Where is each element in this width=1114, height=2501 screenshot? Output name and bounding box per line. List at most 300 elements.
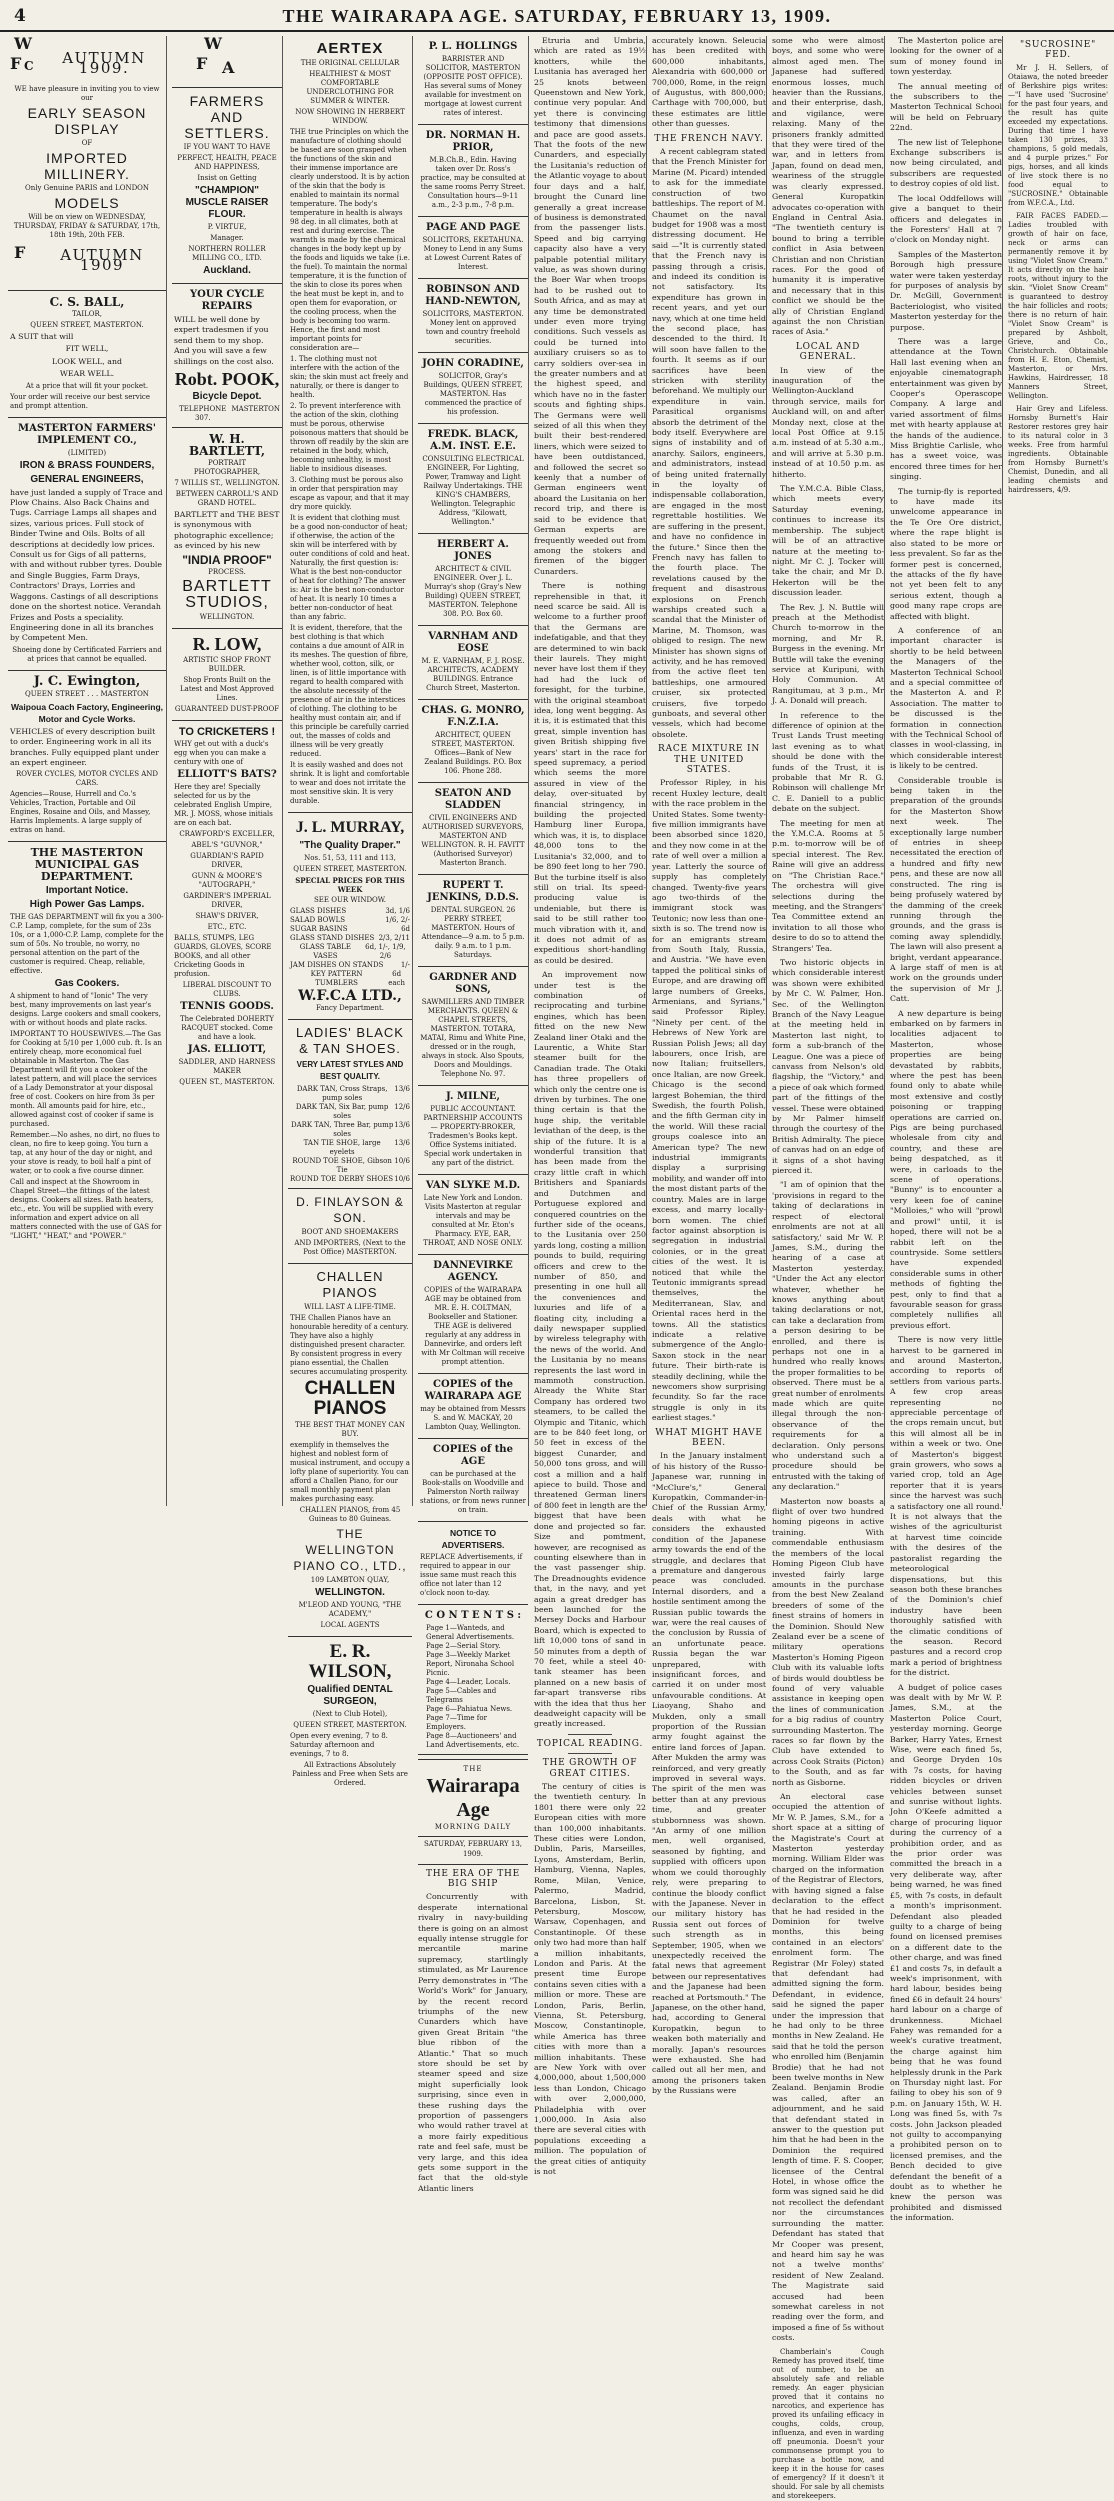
notice-to-advertisers [418,1522,528,1605]
might-have-been-article [652,1428,766,2097]
card-name: DR. NORMAN H. PRIOR, [425,130,521,153]
shoe-price-row-price: 12/6 [394,1103,410,1111]
local-paragraph: The annual meeting of the subscribers to the Masterton Technical School will be held on February 22nd. [890,81,1002,133]
cricket-maker: ABEL'S "GUVNOR," [191,840,263,849]
shoe-price-row-price: 10/6 [394,1157,410,1165]
ball-name: C. S. BALL, [49,295,125,309]
special-price-row [290,961,410,970]
ewington-rover: ROVER CYCLES, MOTOR CYCLES AND CARS. [15,770,159,788]
bartlett-wellington: WELLINGTON. [199,612,255,621]
ad-gas-department [8,842,166,1247]
might-title: WHAT MIGHT HAVE BEEN. [655,1427,763,1449]
wilson-painless: All Extractions Absolutely Painless and Free when Sets are Ordered. [292,1761,408,1787]
growth-body-continued: accurately known. Seleucia has been credited with 600,000 inhabitants, Alexandria with 600,000 or 700,000, Rome, in the reign of Augustus, with 800,000; Carthage with 700,000, but these estimates are little other than guesses. [652,36,766,129]
race-body: Professor Ripley, in his recent Huxley lecture, dealt with the race problem in the United States. Some twenty-five million immigrants have been absorbed since 1820, and they now come in at the rate of well over a million a year. Latterly the source of supply has completely changed. Twenty-five years ago two-thirds of the immigrant stock was Teutonic; now less than one-sixth is so. The trend now is for an emigrants stream from South Italy, Russia, and Austria. "We have even tapped the political sinks of Europe, and are drawing off large numbers of Greeks, Armenians, and Syrians," said Professor Ripley. "Ninety per cent. of the Hebrews of New York are Russian Polish Jews; all day labourers, once Irish, are now Italian; fruitsellers, once Italian, are now Greek. Chicago is the second largest Bohemian, the third Swedish, the fourth Polish, and the fifth German city in the world. Will these racial groups coalesce into an American type? The new industrial immigrants display a surprising mobility, and wander off into the most distant parts of the country. Males are in large excess, and marry locally-born women. The chief factor against absorption is segregation in industrial colonies, or in the great cities of the west. It is noticed that while the Teutonic immigrants spread themselves, the Mediterranean, Slav, and Oriental races herd in the towns. All the statistics indicate a relative submergence of the Anglo-Saxon stock in the near future. Their birth-rate is steadily declining, while the newcomers show surprising fecundity. So far the race struggle is only in its earliest stages." [652,778,766,1423]
paper-date: SATURDAY, FEBRUARY 13, 1909. [418,1836,528,1860]
shoe-price-row [290,1157,410,1175]
aertex-title: AERTEX [316,40,384,57]
aertex-sub: THE ORIGINAL CELLULAR [300,59,400,67]
tennis-title: TENNIS GOODS. [180,1000,274,1012]
bartlett-process: PROCESS. [208,567,246,576]
contents-box [418,1605,528,1755]
cricket-body-2: Here they are! Specially selected for us by the celebrated English Umpire, MR. J. MOSS, whose initials are on each bat. [174,782,273,827]
card-name: HERBERT A. JONES [437,539,509,562]
ad-aertex [288,36,412,813]
bartlett-between: BETWEEN CARROLL'S AND GRAND HOTEL. [175,490,279,508]
cricket-bats: ELLIOTT'S BATS? [177,768,277,780]
card-body: SOLICITORS, EKETAHUNA. Money to Lend in any Sums at Lowest Current Rates of Interest. [422,236,524,271]
might-body-continued: some who were almost boys, and some who were almost aged men. The Japanese had suffered enormous losses, much heavier than the Russians, and their enterprise, dash, and vigilance, were relaxing. Many of the prisoners frankly admitted that they were tired of the war, and in letters from Japan, found on dead men, weariness of the struggle was clearly expressed. General Kuropatkin advocates co-operation with England in Central Asia. "The twentieth century is bound to bring a terrible conflict in Asia between Christian and non Christian races. For the good of humanity it is imperative and necessary that in this conflict we should be the ally of Christian England against the non Christian races of Asia." [772,36,884,337]
wilson-next: (Next to Club Hotel), [312,1710,388,1718]
special-price-row-price: 3d, 1/6 [385,907,410,915]
cricket-maker: GUARDIAN'S RAPID DRIVER, [190,851,264,869]
contents-item: Page 1—Wanteds, and General Advertisements. [426,1624,515,1641]
pook-name: Robt. POOK, [174,369,280,390]
professional-card [418,424,528,534]
elliott-name: JAS. ELLIOTT, [187,1043,267,1055]
gas-body-4: Remember.—No ashes, no dirt, no flues to clean, no fire to keep going. You turn a tap, at any hour of the day or night, and your stove is ready, to boil half a pint of water, or to cook a five course dinner. [10,1131,160,1176]
ad-wilson-dental [288,1637,412,1794]
early-season-heading: EARLY SEASON DISPLAY [27,105,147,137]
shoe-price-row [290,1103,410,1121]
local-paragraph: An electoral case occupied the attention of Mr W. P. James, S.M., for a short space at a sitting of the Magistrate's Court at Masterton yesterday morning. William Elder was charged on the information of the Registrar of Electors, with having signed a false declaration to the effect that he had resided in the Dominion for twelve months, this being contained in an electors' enrolment form. The Registrar (Mr Foley) stated that defendant had admitted signing the form. Defendant, in evidence, said he signed the paper under the impression that he had only to be three months in New Zealand. He said that he told the person who enrolled him (Benjamin Brodie) that he had not been twelve months in New Zealand. Benjamin Brodie was called, after an adjournment, and he said that defendant stated in answer to the question put him that he had been in the Dominion the required length of time. F. S. Cooper, licensee of the Central Hotel, in whose office the form was signed said he did not recollect the defendant nor the circumstances surrounding the matter. Defendant has stated that Mr Cooper was present, and heard him say he was not a twelve months' resident of New Zealand. The Magistrate said accused had been somewhat careless in not reading over the form, and imposed a fine of 5s without costs. [772,1792,884,2343]
special-price-row-item: SUGAR BASINS [290,925,348,933]
contents-list [426,1624,526,1750]
logo-letter-w: W [14,34,32,53]
sucrosine-article [1008,40,1108,495]
bartlett-best: BARTLETT and THE BEST is synonymous with photographic excellence; as evinced by his new [174,510,280,551]
settlers-virtue: P. VIRTUE, [207,223,247,231]
logo-letter-c: C [24,59,34,73]
page-number: 4 [14,6,26,26]
professional-card [418,1439,528,1522]
card-body: DENTAL SURGEON. 26 PERRY STREET, MASTERTON. Hours of Attendance—9 a.m. to 5 p.m. daily. 9 a.m. to 1 p.m. Saturdays. [421,906,525,959]
ladies-tag: VERY LATEST STYLES AND BEST QUALITY. [296,1060,404,1081]
aertex-point-2: 2. To prevent interference with the action of the skin, clothing must be porous, otherwise poisonous matters that should be thrown off readily by the skin are retained in the body, which, becoming unhealthy, is most liable to insidious diseases. [290,402,409,473]
pook-town: MASTERTON [231,405,280,414]
growth-title: THE GROWTH OF GREAT CITIES. [542,1758,638,1779]
french-navy-article [652,134,766,741]
navy-title: THE FRENCH NAVY. [654,133,764,144]
ball-trade: TAILOR, [72,310,102,318]
local-paragraph: A new departure is being embarked on by farmers in localities adjacent to Masterton, whose properties are being devastated by rabbits, where the pest has been found only to abate while most extensive and costly poisoning or trapping operations are carried on. Pigs are being purchased wholesale from city and country, and these are being despatched, as it were, in carloads to the scene of operations. "Bunny" is to encounter a very keen foe of canine "Molloies," who will "prowl and prowl" until, it is hoped, there will not be a rabbit left on the countryside. Some settlers have expended considerable sums in other methods of fighting the pest, only to find that a favourable season for grass completely nullifies all previous effort. [890,1008,1002,1330]
card-body: SAWMILLERS AND TIMBER MERCHANTS. QUEEN & CHAPEL STREETS, MASTERTON. TOTARA, MATAI, Rimu and White Pine, dressed or in the rough, always in stock. Also Spouts, Doors and Mouldings. Telephone No. 97. [420,998,526,1078]
contents-item: Page 6—Pahiatua News. [426,1705,513,1713]
might-body: In the January instalment of his history of the Russo-Japanese war, running in "McClure's," General Kuropatkin, Commander-in-Chief of the Russian Army, deals with what he considers the exhausted condition of the Japanese army towards the end of the struggle, and declares that a premature and dangerous peace was concluded. Internal disorders, and a hostile sentiment among the Russian public towards the war, were the real causes of the conclusion by Russia of an unfortunate peace. Russia began the war unprepared, with insignificant forces, and carried it on under most unfavourable conditions. At Liaoyang, Shaho and Mukden, only a small proportion of the Russian army fought against the entire land forces of Japan. After Mukden the army was reinforced, and very greatly improved in several ways. The spirit of the men was better than at any previous time, and greater stubbornness was shown. "An army of one million men, well organised, seasoned by fighting, and supplied with officers upon whom we could thoroughly rely, were preparing to continue the bloody conflict with the Japanese. Never in our military history has Russia sent out forces of such strength as in September, 1905, when we unexpectedly received the fatal news that agreement between our representatives and the Japanese had been reached at Portsmouth." The Japanese, on the other hand, had, according to General Kuropatkin, begun to weaken both materially and morally. Japan's resources were exhausted. She had called out all her men, and among the prisoners taken by the Russians were [652,1451,766,2096]
ad-cricketers [172,721,282,1093]
professional-card [418,279,528,353]
wpc-city: WELLINGTON. [315,1587,385,1598]
special-price-row [290,916,410,925]
farmers-engineers: GENERAL ENGINEERS, [30,473,144,485]
fair-faces-body: FAIR FACES FADED.—Ladies troubled with growth of hair on face, neck or arms can permanently remove it by using "Violet Snow Cream." It acts directly on the hair roots, without injury to the skin. "Violet Snow Cream" is guaranteed to destroy the hair follicles and roots; there is no return of hair. "Violet Snow Cream" is prepared by Ashbolt, Grieve, and Co., Christchurch. Obtainable from H. E. Eton, Chemist, Masterton, or Mrs. Hawkins, Hairdresser, 18 Manners Street, Wellington. [1008,211,1108,400]
ladies-title: LADIES' BLACK & TAN SHOES. [296,1025,404,1056]
card-name: FREDK. BLACK, A.M. INST. E.E. [427,429,519,452]
farmers-body: have just landed a supply of Trace and Plow Chains. Also Back Chains and Tugs. Carriage Lamps all shapes and sizes, various prices. Full stock of Binder Twine and Oils. Bolts of all descriptions at decidedly low prices. Consult us for Gigs of all patterns, with and without rubber tyres. Double and Single Buggies, Farm Drays, Contractors' Drays, Lorries and Waggons. Castings of all descriptions done on the shortest notice. Verandah Frizes and Posts a speciality. Engineering done in all its branches by Competent Men. [10,487,163,643]
low-guarantee: GUARANTEED DUST-PROOF [174,704,280,713]
ad-farmers-settlers [172,88,282,284]
local-paragraph: In view of the inauguration of the Wellington-Auckland through service, mails for Auckland will, on and after Monday next, close at the local Post Office at 9.15 a.m. instead of at 5.30 a.m., and will arrive at 5.30 p.m. instead of at 10.50 p.m. as hitherto. [772,365,884,479]
pook-telephone: TELEPHONE 307. [179,405,227,423]
contents-item: Page 5—Cables and Telegrams [426,1687,497,1704]
shoe-price-row-price: 13/6 [394,1139,410,1147]
of-label: OF [81,139,93,147]
special-price-row-price: 6d, 1/-, 1/9, 2/6 [365,943,406,960]
ad-murray [288,813,412,1020]
elliott-address: QUEEN ST., MASTERTON. [179,1077,275,1086]
sucrosine-body: Mr J. H. Sellers, of Otaiawa, the noted breeder of Berkshire pigs writes:—"I have used 'Sucrosine' for the past four years, and the result has quite exceeded my expectations. During that time I have taken 130 prizes, 33 champions, 5 gold medals, and 4 purple prizes." For pigs, horses, and all kinds of live stock there is no food equal to "SUCROSINE." Obtainable from W.F.C.A., Ltd. [1008,63,1108,207]
card-body: COPIES of the WAIRARAPA AGE may be obtained from MR. E. H. COLTMAN, Bookseller and Stationer. THE AGE is delivered regularly at any address in Dannevirke, and orders left with Mr Coltman will receive prompt attention. [421,1286,525,1366]
sucrosine-title: "SUCROSINE" FED. [1019,40,1097,61]
shoe-price-row [290,1139,410,1157]
murray-tag: "The Quality Draper." [299,840,401,851]
wpc-agents: M'LEOD AND YOUNG, "THE ACADEMY," [298,1601,402,1618]
farmers-title: MASTERTON FARMERS' IMPLEMENT CO., [18,422,156,446]
local-paragraph: There was a large attendance at the Town Hall last evening when an enjoyable cinematograph entertainment was given by Cooper's Operascope Company. A large and varied assortment of films met with hearty applause at the hands of the audience. Miss Brightie Carlisle, who has a sweet voice, was encored three times for her singing. [890,336,1002,482]
specials-heading: SPECIAL PRICES FOR THIS WEEK [295,876,405,894]
farmers-shoeing: Shoeing done by Certificated Farriers and at prices that cannot be equalled. [12,645,162,663]
local-paragraph: The meeting for men at the Y.M.C.A. Rooms at 5 p.m. to-morrow will be of special interest. The Rev. Raine will give an address on "The Christian Race." The orchestra will give selections during the meeting, and the Strangers' Tea Committee extend an invitation to all those who desire to do so to attend the Strangers' Tea. [772,818,884,953]
ladies-price-list [290,1085,410,1184]
ball-line: WEAR WELL. [59,369,115,379]
autumn-title: AUTUMN 1909. [62,49,146,78]
card-body: M.B.Ch.B., Edin. Having taken over Dr. Ross's practice, may be consulted at the same rooms Perry Street. Consultation hours—9-11 a.m., 2-3 p.m., 7-8 p.m. [420,156,526,209]
logo-letter-f: F [14,243,26,262]
growth-continued [652,36,766,130]
column-8 [890,36,1003,2223]
contents-item: Page 2—Serial Story. [426,1642,501,1650]
local-paragraph: Samples of the Masterton Borough high pressure water were taken yesterday for purposes of analysis by Dr. McGill, Government Bacteriologist, who visited Masterton yesterday for the purpose. [890,249,1002,332]
special-price-row-item: SALAD BOWLS [290,916,346,924]
bartlett-address: 7 WILLIS ST., WELLINGTON. [174,479,280,488]
page-masthead [0,0,1114,32]
leader-paragraph: An improvement now under test is the combination of reciprocating and turbine engines, which has been fitted on the new New Zealand liner Otaki and the Laurentic, a White Star steamer built for the Canadian trade. The Otaki has three propellers of which only the centre one is driven by turbines. The one thing certain is that the huge ship, the veritable leviathan of the deep, is the ship of the future. It is a wonderful transition that has been made from the crazy little craft in which Britishers and Spaniards and Dutchmen and Portuguese explored and conquered countries on the further side of the oceans, to the Lusitania over 250 yards long, costing a million pounds to build, requiring officers and crew to the number of 850, and presenting in one hull all the conveniences and luxuries and life of a floating city, including a daily newspaper supplied by wireless telegraphy with the news of the world. And the Lusitania by no means represents the last word in mammoth construction. Already the White Star Company has ordered two steamers, to be called the Olympic and Titanic, which are to be 840 feet long, or 50 feet in excess of the biggest Cunarder, and 50,000 tons gross, and will cost a million and a half apiece to build. Those and threatened German liners of 800 feet in length are the biggest that have been done and projected so far. Size and pomtment, however, are recognised as counting elsewhere than in the vast passenger ship. The Dreadnoughts evidence that, in the navy, and yet again a great dredger has been launched for the Mersey Docks and Harbour Board, which is expected to lift 10,000 tons of sand in 50 minutes from a depth of 70 feet, while a steel 40-tank steamer has been planned on a new basis of far-apart transverse ribs with the idea that thus her deadweight capacity will be greatly increased. [534,970,646,1729]
challen-body-2: exemplify in themselves the highest and noblest form of musical instrument, and occupy a lofty plane of superiority. You can afford a Challen Piano, for our small monthly payment plan makes purchasing easy. [290,1441,410,1503]
notice-body: REPLACE Advertisements, if required to appear in our issue same must reach this office not later than 12 o'clock noon to-day. [420,1553,523,1597]
finlayson-trade: BOOT AND SHOEMAKERS [301,1228,399,1236]
local-paragraph: The Rev. J. N. Buttle will preach at the Methodist Church to-morrow in the morning, and Mr R. Burgess in the evening. Mr Buttle will take the evening service at Kuripuni, with Holy Communion. At Rangitumau, at 3 p.m., Mr J. A. Donald will preach. [772,602,884,706]
topical-title: TOPICAL READING. [536,1738,644,1749]
cricket-maker: CRAWFORD'S EXCELLER, [179,829,275,838]
professional-card [418,217,528,279]
ewington-body: VEHICLES of every description built to order. Engineering work in all its branches. Fully equipped plant under an expert engineer. [10,726,159,767]
paper-name: Wairarapa Age [426,1775,520,1822]
shoe-price-row-item: DARK TAN, Six Bar, pump soles [295,1103,389,1120]
professional-card [418,1374,528,1439]
local-paragraph: A conference of an important character is shortly to be held between the Managers of the Masterton Technical School and a special committee of the Masterton A. and P. Association. The matter to be discussed is the formation in connection with the Technical School of classes in wool-classing, in which considerable interest is likely to be centred. [890,625,1002,771]
gas-cookers: Gas Cookers. [54,978,120,990]
local-paragraph: In reference to the difference of opinion at the Trust Lands Trust meeting last evening as to what should be done with the funds of the Trust, it is probable that Mr R. G. Robinson will challenge Mr C. E. Daniell to a public debate on the subject. [772,710,884,814]
special-price-row-item: JAM DISHES ON STANDS [290,961,384,969]
ball-line: LOOK WELL, and [52,356,122,366]
professional-card [418,967,528,1086]
card-name: VAN SLYKE M.D. [425,1180,521,1191]
special-price-row-item: KEY PATTERN TUMBLERS [310,970,363,987]
column-3 [288,36,413,1787]
wilson-trade: Qualified DENTAL SURGEON, [307,1684,393,1707]
special-price-row-price: 1/6, 2/- [385,916,410,924]
settlers-perfect: PERFECT, HEALTH, PEACE AND HAPPINESS, [177,154,277,171]
local-paragraph: Chamberlain's Cough Remedy has proved itself, time out of number, to be an absolutely safe and reliable remedy. An eager physician proved that it contains no narcotics, and experience has proved its unfailing efficacy in coughs, colds, croup, influenza, and even in warding off pneumonia. Doesn't your commonsense prompt you to purchase a bottle now, and keep it in the house for cases of emergency? If it doesn't it should. For sale by all chemists and storekeepers. [772,2347,884,2500]
column-2 [172,36,283,1506]
paper-masthead [418,1759,528,1865]
aertex-body-3: It is evident, therefore, that the best clothing is that which contains a due amount of AIR in its meshes. The question of fibre, whether wool, cotton, silk, or linen, is of little importance with regard to health compared with the absolute necessity of the presence of air in the interstices of clothing. The clothing to be healthy must contain air, and if this principle be carefully carried out, the masses of colds and illness will be very greatly reduced. [290,624,410,758]
murray-nos: Nos. 51, 53, 111 and 113, [304,854,396,862]
newspaper-title: THE WAIRARAPA AGE. SATURDAY, FEBRUARY 13, 1909. [282,6,832,26]
special-price-row-item: GLASS STAND DISHES [290,934,375,942]
shoe-price-row-price: 13/6 [394,1121,410,1129]
challen-title: CHALLEN PIANOS [316,1269,384,1300]
card-name: COPIES of the AGE [433,1444,513,1467]
challen-body: THE Challen Pianos have an honourable heredity of a century. They have also a highly distinguished present character. By consistent progress in every piano essential, the Challen secures accumulating prosperity. [290,1314,409,1376]
wilson-hours: Open every evening, 7 to 8. Saturday afternoon and evenings, 7 to 8. [290,1732,388,1758]
shoe-price-row [290,1085,410,1103]
local-and-general-continued [890,36,1002,2224]
gas-body-1: THE GAS DEPARTMENT will fix you a 300-C.P. Lamp, complete, for the sum of 23s 10s, or a 1,000-C.P. Lamp, complete for the sum of 50s. No trouble, no worry, no personal attention on the part of the customer is required. Cheap, reliable, effective. [10,913,164,976]
professional-card [418,875,528,967]
local-paragraph: The local Oddfellows will give a banquet to their officers and delegates in the Foresters' Hall at 7 o'clock on Monday night. [890,193,1002,245]
aertex-window: NOW SHOWING IN HERBERT WINDOW. [295,108,405,125]
cycle-title: YOUR CYCLE REPAIRS [190,289,264,312]
gas-body-3: IMPORTANT TO HOUSEWIVES.—The Gas for Cooking at 5/10 per 1,000 cub. ft. Is an entirely cheap, more economical fuel obtainable in Masterton. The Gas Department will fit you a cooker of the latest pattern, and will place the services of a Lady Demonstrator at your disposal free of cost. Cookers on hire from 3s per month. All amounts paid for hire, etc., allowed against cost of cooker if same is purchased. [10,1030,162,1129]
professional-card [418,1175,528,1255]
ball-note: Your order will receive our best service and prompt attention. [10,392,150,410]
challen-best: THE BEST THAT MONEY CAN BUY. [295,1421,405,1438]
ad-farmers-implement [8,418,166,671]
professional-card [418,353,528,424]
shoe-price-row [290,1175,410,1184]
cricket-maker: SHAW'S DRIVER, [195,911,259,920]
challen-sub: WILL LAST A LIFE-TIME. [304,1303,396,1311]
ad-wfca-logo-right [172,36,282,88]
card-body: may be obtained from Messrs S. and W. MACKAY, 20 Lambton Quay, Wellington. [420,1405,526,1431]
column-1 [8,36,167,1506]
special-price-row-price: 1/- [400,961,410,969]
local-paragraph: "I am of opinion that the 'provisions in regard to the taking of declarations in respect of electoral enrolments are not at all satisfactory,' said Mr W. P. James, S.M., during the hearing of a case at Masterton yesterday. "Under the Act any elector whatever, whether he knows anything about taking declarations or not, can take a declaration from a person desiring to be enrolled, and there is perhaps not one in a hundred who really knows the proper formalities to be observed. There must be a great number of enrolments made which are quite illegal through the non-observance of the requirements for a declaration. Only persons who understand such a procedure should be entrusted with the taking of any declaration." [772,1180,884,1492]
might-continued [772,36,884,338]
contents-item: Page 7—Time for Employers. [426,1714,487,1731]
local-paragraph: The Masterton police are looking for the owner of a sum of money found in town yesterday. [890,36,1002,77]
cycle-body: WILL be well done by expert tradesmen if you send them to my shop. And you will save a few shillings on the cost also. [174,315,274,366]
ewington-agencies: Agencies—Rouse, Hurrell and Co.'s Vehicles, Traction, Portable and Oil Engines, Rosaine and Oils, and Massey, Harris Implements. A large supply of extras on hand. [10,790,151,835]
special-price-row-price: 6d [401,925,410,933]
professional-card [418,783,528,875]
shoe-price-row-item: TAN TIE SHOE, large eyelets [303,1139,381,1156]
growth-body: The century of cities is the twentieth century. In 1801 there were only 22 European cities with more than 100,000 inhabitants. These cities were London, Dublin, Paris, Marseilles, Lyons, Amsterdam, Berlin, Hamburg, Vienna, Naples, Rome, Milan, Venice, Palermo, Madrid, Barcelona, Lisbon, St. Petersburg, Moscow, Warsaw, Copenhagen, and Constantinople. Of these only two had more than half a million inhabitants, London and Paris. At the present time Europe contains seven cities with a million or more. These are London, Paris, Berlin, Vienna, St. Petersburg, Moscow, Constantinople, while America has three cities with more than a million inhabitants. These are New York with over 4,000,000, about 1,500,000 less than London, Chicago with over 2,000,000, Philadelphia with over 1,000,000. In Asia also there are several cities with populations exceeding a million. The population of the great cities of antiquity is not [534,1782,646,2177]
ewington-address: QUEEN STREET . . . MASTERTON [25,689,149,698]
ewington-name: J. C. Ewington, [33,673,141,689]
card-name: COPIES of the WAIRARAPA AGE [424,1379,522,1402]
card-body: CONSULTING ELECTRICAL ENGINEER, For Lighting, Power, Tramway and Light Railway Undertakings. THE KING'S CHAMBERS, Wellington. Telegraphic Address, "Kilowatt, Wellington." [422,455,524,526]
ball-line: FIT WELL, [65,344,109,354]
ad-ladies-shoes [288,1020,412,1189]
wpc-title: THE WELLINGTON PIANO CO., LTD., [293,1527,407,1573]
notice-title: NOTICE TO ADVERTISERS. [441,1528,505,1550]
card-body: BARRISTER AND SOLICITOR, MASTERTON (OPPOSITE POST OFFICE). Has several sums of Money available for investment on mortgage at lowest current rates of interest. [423,55,523,117]
card-body: ARCHITECT, QUEEN STREET, MASTERTON. Offices—Bank of New Zealand Buildings. P.O. Box 106. Phone 288. [424,731,522,775]
card-body: SOLICITORS, MASTERTON. Money lent on approved town and country freehold securities. [422,310,524,345]
wfca-logo-top [10,34,164,83]
autumn-intro: WE have pleasure in inviting you to view our [14,85,160,102]
gas-notice: Important Notice. [45,885,129,897]
cricket-discount: LIBERAL DISCOUNT TO CLUBS. [182,980,272,998]
card-name: CHAS. G. MONRO, F.N.Z.I.A. [421,705,525,728]
challen-price: CHALLEN PIANOS, from 45 Guineas to 80 Guineas. [299,1506,401,1523]
card-body: ARCHITECT & CIVIL ENGINEER. Over J. L. Murray's shop (Gray's New Building) QUEEN STREET, MASTERTON. Telephone 308. P.O. Box 60. [424,565,522,618]
ad-finlayson [288,1189,412,1264]
ad-bartlett [172,428,282,629]
settlers-title: FARMERS AND SETTLERS. [184,93,270,141]
aertex-tag: HEALTHIEST & MOST COMFORTABLE UNDERCLOTHING FOR SUMMER & WINTER. [306,70,394,105]
settlers-manager: Manager. [210,234,244,242]
leader-article [418,1869,528,2195]
card-body: M. E. VARNHAM, F. J. ROSE. ARCHITECTS, ACADEMY BUILDINGS. Entrance Church Street, Masterton. [421,657,525,692]
only-genuine-label: Only Genuine PARIS and LONDON [24,184,150,192]
wpc-local: LOCAL AGENTS [320,1621,380,1629]
professional-card [418,700,528,783]
local-paragraph: A budget of police cases was dealt with by Mr W. P. James, S.M., at the Masterton Police Court, yesterday morning. George Barker, Harry Yates, Ernest Wise, were each fined 5s, and George Dryden 10s with 7s costs, for having ridden bicycles or driven vehicles between sunset and sunrise without lights. John O'Keefe admitted a charge of procuring liquor during the currency of a prohibition order, and as the prior order was committed the breach in a very deliberate way, after being warned, he was fined £5, with 7s costs, in default a month's imprisonment. Defendant also pleaded guilty to a charge of being found on licensed premises on a different date to the other charge, and was fined £1 and costs 7s, in default a week's imprisonment, with hard labour, besides being fined £6 in default 24 hours' hard labour on a charge of drunkenness. Michael Fahey was remanded for a week's curative treatment, the charge against him being that he was found helplessly drunk in the Park on Thursday night last. For failing to obey his son of 9 p.m. on January 15th, W. H. Long was fined 5s, with 7s costs. John Jackson pleaded not guilty to accompanying a prohibited person on to licensed premises, and the Bench decided to give defendant the benefit of a doubt as to whether he knew the person was prohibited and dismissed the information. [890,1682,1002,2223]
local-paragraph: The turnip-fly is reported to have made its unwelcome appearance in the Te Ore Ore district, where the rape blight is also stated to be more or less prevalent. So far as the former pest is concerned, the attacks of the fly have not yet been felt to any serious extent, though a good many rape crops are affected with blight. [890,486,1002,621]
aertex-body-2: It is evident that clothing must be a good non-conductor of heat; if otherwise, the action of the skin will be interfered with by outer conditions of cold and heat. Naturally, the first question is: What is the best non-conductor of heat for clothing? The answer is: Air is the best non-conductor of heat. It is nearly 10 times a better non-conductor of heat than any fabric. [290,514,410,621]
divider [568,1753,613,1754]
leader-title: THE ERA OF THE BIG SHIP [425,1868,521,1890]
ball-line: At a price that will fit your pocket. [25,381,149,390]
card-body: Late New York and London. Visits Masterton at regular intervals and may be consulted at Mr. Eton's Pharmacy. EYE, EAR, THROAT, AND NOSE ONLY. [423,1194,523,1247]
card-name: PAGE AND PAGE [426,222,520,233]
special-price-row [290,925,410,934]
aertex-body-1: THE true Principles on which the manufacture of clothing should be based are soon grasped when the functions of the skin and their immense importance are clearly understood. It is by action of the skin that the body is enabled to maintain its normal temperature. The body's temperature in health is always 98 deg. in all climates, both at rest and during exercise. The warmth is made by the chemical changes in the body kept up by the foods and liquids we take (i.e. the fuel). To maintain the normal temperature, it is the function of the skin to close its pores when the heat must be kept in, and to open them for evaporation, or the cooling process, when the body is becoming too warm. Hence, the first and most important points for consideration are— [290,128,410,352]
column-5 [534,36,647,2177]
card-body: PUBLIC ACCOUNTANT. PARTNERSHIP ACCOUNTS — PROPERTY-BROKER, Tradesmen's Books kept. Office Systems initiated. Special work undertaken in any part of the district. [423,1105,523,1167]
card-name: ROBINSON AND HAND-NEWTON, [425,284,521,307]
shoe-price-row-item: ROUND TOE SHOE, Gibson Tie [292,1157,392,1174]
logo-letter-f: F [196,54,208,73]
specials-see: SEE OUR WINDOW. [313,896,386,904]
cricket-body: WHY get out with a duck's egg when you can make a century with one of [174,739,269,766]
contents-title: C O N T E N T S : [424,1610,522,1621]
local-paragraph: There is now very little harvest to be garnered in and around Masterton, according to reports of settlers from various parts. A few crop areas representing no appreciable percentage of the crops remain uncut, but this will almost all be in within a week or two. One of Masterton's biggest grain growers, who sows a varied crop, told an Age reporter that it is years since the harvest was such a satisfactory one all round. It is not always that the wishes of the agriculturist at harvest time coincide with the desires of the pastoralist regarding the meteorological dispensations, but this season both these branches of the Dominion's chief industry have been thoroughly satisfied with the climatic conditions of the season. Record pastures and a record crop mark a period of brightness for the district. [890,1335,1002,1678]
murray-address: QUEEN STREET, MASTERTON. [293,865,407,873]
paper-sub: MORNING DAILY [434,1823,512,1832]
special-price-row-price: 6d each [388,970,405,987]
leader-body: Concurrently with desperate international rivalry in navy-building there is going on an almost equally intense struggle for mercantile marine supremacy, startlingly stimulated, as Mr Laurence Perry demonstrates in "The World's Work" for January, by the recent record triumphs of the new Cunarders which have given Great Britain "the blue ribbon of the Atlantic." That so much store should be set by steamer speed and size might superficially look surprising, since even in these rushing days the proportion of passengers who would rather travel at a more fairly expeditious rate and feel safe, must be very large, and this idea gets some support in the fact that the old-style Atlantic liners [418,1892,528,2193]
gas-body-5: Call and inspect at the Showroom in Chapel Street—the fittings of the latest designs. Cookers all sizes. Bath heaters, etc., etc. You will be supplied with every information and expert advice on all matters connected with the use of GAS for "LIGHT," "HEAT," and "POWER." [10,1178,162,1241]
imported-millinery-heading: IMPORTED MILLINERY. [44,150,130,182]
shoe-price-row [290,1121,410,1139]
murray-name: J. L. MURRAY, [295,819,405,836]
local-paragraph: Considerable trouble is being taken in the preparation of the grounds for the Masterton Show next week. The exceptionally large number of entries in sheep necessitated the erection of a hundred and fifty new pens, and these are now all constructed. The ring is being profusely watered by the damming of the creek running through the grounds, and the grass is coming away splendidly. The lawn will also present a bright, verdant appearance. A large staff of men is at work on the grounds under the supervision of Mr J. Catt. [890,775,1002,1004]
cricket-maker: GARDINER'S IMPERIAL DRIVER, [183,891,271,909]
ad-challen-pianos [288,1264,412,1637]
finlayson-importers: AND IMPORTERS, (Next to the Post Office) MASTERTON. [294,1239,406,1256]
local-title: LOCAL AND GENERAL. [795,341,861,363]
ad-wfca-autumn [8,36,166,291]
special-price-row [290,970,410,988]
card-name: JOHN CORADINE, [422,358,524,369]
farmers-founders: IRON & BRASS FOUNDERS, [19,459,155,471]
leader-paragraph: Etruria and Umbria, which are rated as 19½ knotters, while the Lusitania has averaged her 25 knots between Queenstown and New York, continue very popular. And yet there is convincing testimony that dimensions and pace are good assets. That the foots of the new Cunarders, and especially the Lusitania's reduction of the Atlantic voyage to about four days and a half, brought the Cunard line generally a great increase of business is demonstrated from the passenger lists. Speed and big carrying capacity also have a very palpable potential military value, as was shown during the Boer War when troops had to be rushed out to South Africa, and as may at any time be demonstrated under even more trying conditions. Such vessels as could be turned into auxiliary cruisers so as to carry soldiers over-sea in the greater numbers and at the highest speed, and which have no in the faster scouts and fighting ships. The Germans were well seized of all this when they built their best-rendered liners, which were seized to have been outdistanced, and followed the secret so keenly that a number of German engineers went aboard the Lusitania on her record trip, and there is said to be evidence that German experts are frequently weeded out from among the stokers and firemen of the bigger Cunarders. [534,36,646,576]
shoe-price-row-item: DARK TAN, Three Bar, pump soles [290,1121,394,1138]
wilson-name: E. R. WILSON, [308,1641,392,1682]
settlers-mills: NORTHERN ROLLER MILLING CO., LTD. [188,245,266,262]
bartlett-india: "INDIA PROOF" [182,552,272,567]
special-price-row-item: GLASS TABLE VASES [299,943,352,960]
professional-cards [418,36,528,1522]
gas-title: THE MASTERTON MUNICIPAL GAS DEPARTMENT. [30,846,144,884]
local-paragraph: The new list of Telephone Exchange subscribers is now being circulated, and subscribers are requested to destroy copies of old list. [890,137,1002,189]
shoe-price-row-item: ROUND TOE DERBY SHOES [290,1175,394,1183]
card-name: SEATON AND SLADDEN [434,788,512,811]
view-dates: Will be on view on WEDNESDAY, THURSDAY, FRIDAY & SATURDAY, 17th, 18th 19th, 20th FEB. [13,213,161,239]
ad-ewington [8,671,166,843]
pook-contact [174,405,280,423]
bartlett-trade: PORTRAIT PHOTOGRAPHER, [193,459,261,477]
card-name: DANNEVIRKE AGENCY. [433,1260,513,1283]
challen-title-2: CHALLEN PIANOS [304,1378,396,1419]
special-price-row [290,907,410,916]
wfca-name: W.F.C.A LTD., [298,988,402,1004]
shoe-price-row-price: 13/6 [394,1085,410,1093]
settlers-auckland: Auckland. [203,265,251,276]
settlers-brand: "CHAMPION" MUSCLE RAISER FLOUR. [185,185,269,220]
special-price-row-price: 2/3, 2/11 [378,934,410,942]
shoe-price-row-price: 10/6 [394,1175,410,1183]
column-9 [1008,36,1108,1506]
leader-paragraph: There is nothing reprehensible in that, it need scarce be said. All is welcome to a further proof that the Germans are indefatigable, and that they are determined to win back their laurels. They might never have lost them if they had had the luck of foresight, for the turbine, with the original steamboat idea, long went begging. As it is, it is estimated that this great, simple invention has given British shipping five years' start in the race for speed supremacy, a period which seems the more assured in view of the delay, over-situated by financial stringency, in building the projected Hamburg liner Europa, which was, it is, to displace 48,000 tons to the Lusitania's 32,000, and to be 890 feet long to her 790. But the turbine itself is also still on trial. Its speed-producing value is undeniable, but there is said to be still rather too much vibration with it, and it does not admit of as expeditious short-handling as could be desired. [534,581,646,965]
wfca-dept: Fancy Department. [315,1004,385,1012]
race-mixture-article [652,744,766,1423]
local-paragraph: Two historic objects in which considerable interest was shown were exhibited by Mr C. W. Palmer, Hon. Sec. of the Wellington Branch of the Navy League at the meeting held in Masterton last night, to form a sub-branch of the League. One was a piece of canvass from Nelson's old flagship, the "Victory," and a piece of oak which formed part of the fittings of the vessel. These were obtained by Mr Palmer himself through the courtesy of the British Admiralty. The piece of canvas had on an edge of it signs of a shot having pierced it. [772,957,884,1176]
ad-ball-tailor [8,291,166,418]
contents-item: Page 8—Auctioneers' and Land Advertisements, etc. [426,1732,520,1749]
wfca-logo-bottom [10,242,164,286]
logo-letter-f: F [10,54,22,73]
settlers-insist: Insist on Getting [197,174,257,182]
shoe-price-row-item: DARK TAN, Cross Straps, pump soles [296,1085,388,1102]
wpc-address: 109 LAMBTON QUAY, [310,1576,390,1584]
tennis-body: The Celebrated DOHERTY RACQUET stocked. Come and have a look. [179,1014,275,1041]
card-name: P. L. HOLLINGS [428,41,518,52]
contents-item: Page 4—Leader, Locals. [426,1678,511,1686]
card-body: can be purchased at the Book-stalls on Woodville and Palmerston North railway stations, or from news runner on train. [420,1470,527,1514]
aertex-point-1: 1. The clothing must not interfere with the action of the skin; the skin must act freely and naturally, or there is danger to health. [290,355,409,399]
professional-card [418,1255,528,1374]
cricket-maker: ETC., ETC. [207,922,247,931]
special-price-row [290,934,410,943]
gas-lamps: High Power Gas Lamps. [29,899,145,911]
cricket-maker: GUNN & MOORE'S "AUTOGRAPH," [191,871,263,889]
special-price-row-item: GLASS DISHES [290,907,347,915]
pook-depot: Bicycle Depot. [192,391,262,403]
models-heading: MODELS [54,195,120,211]
professional-card [418,125,528,217]
card-name: RUPERT T. JENKINS, D.D.S. [427,880,519,903]
local-paragraph: The Y.M.C.A. Bible Class, which meets every Saturday evening, continues to increase its membership. The subject will be of an attractive nature at the meeting to-night. Mr C. J. Tocker will take the chair, and Mr D. Hekerton will be the discussion leader. [772,484,884,598]
aertex-point-3: 3. Clothing must be porous also in order that perspiration may escape as vapour, and that it may dry more quickly. [290,476,409,511]
card-body: SOLICITOR, Gray's Buildings, QUEEN STREET, MASTERTON. Has commenced the practice of his profession. [423,372,523,416]
low-name: R. LOW, [192,633,262,654]
specials-list [290,907,410,988]
local-and-general [772,342,884,2501]
low-trade: ARTISTIC SHOP FRONT BUILDER. [183,655,271,673]
cricket-balls: BALLS, STUMPS, LEG GUARDS, GLOVES, SCORE BOOKS, and all other Cricketing Goods in profusion. [174,933,272,978]
professional-card [418,1086,528,1175]
finlayson-name: D. FINLAYSON & SON. [296,1195,404,1225]
professional-card [418,36,528,125]
gas-body-2: A shipment to hand of "Ionic" The very best, many improvements on last year's designs. Large cookers and small cookers, with or without hoods and plate racks. [10,992,161,1028]
column-4 [418,36,529,2193]
logo-letter-w: W [204,34,222,53]
